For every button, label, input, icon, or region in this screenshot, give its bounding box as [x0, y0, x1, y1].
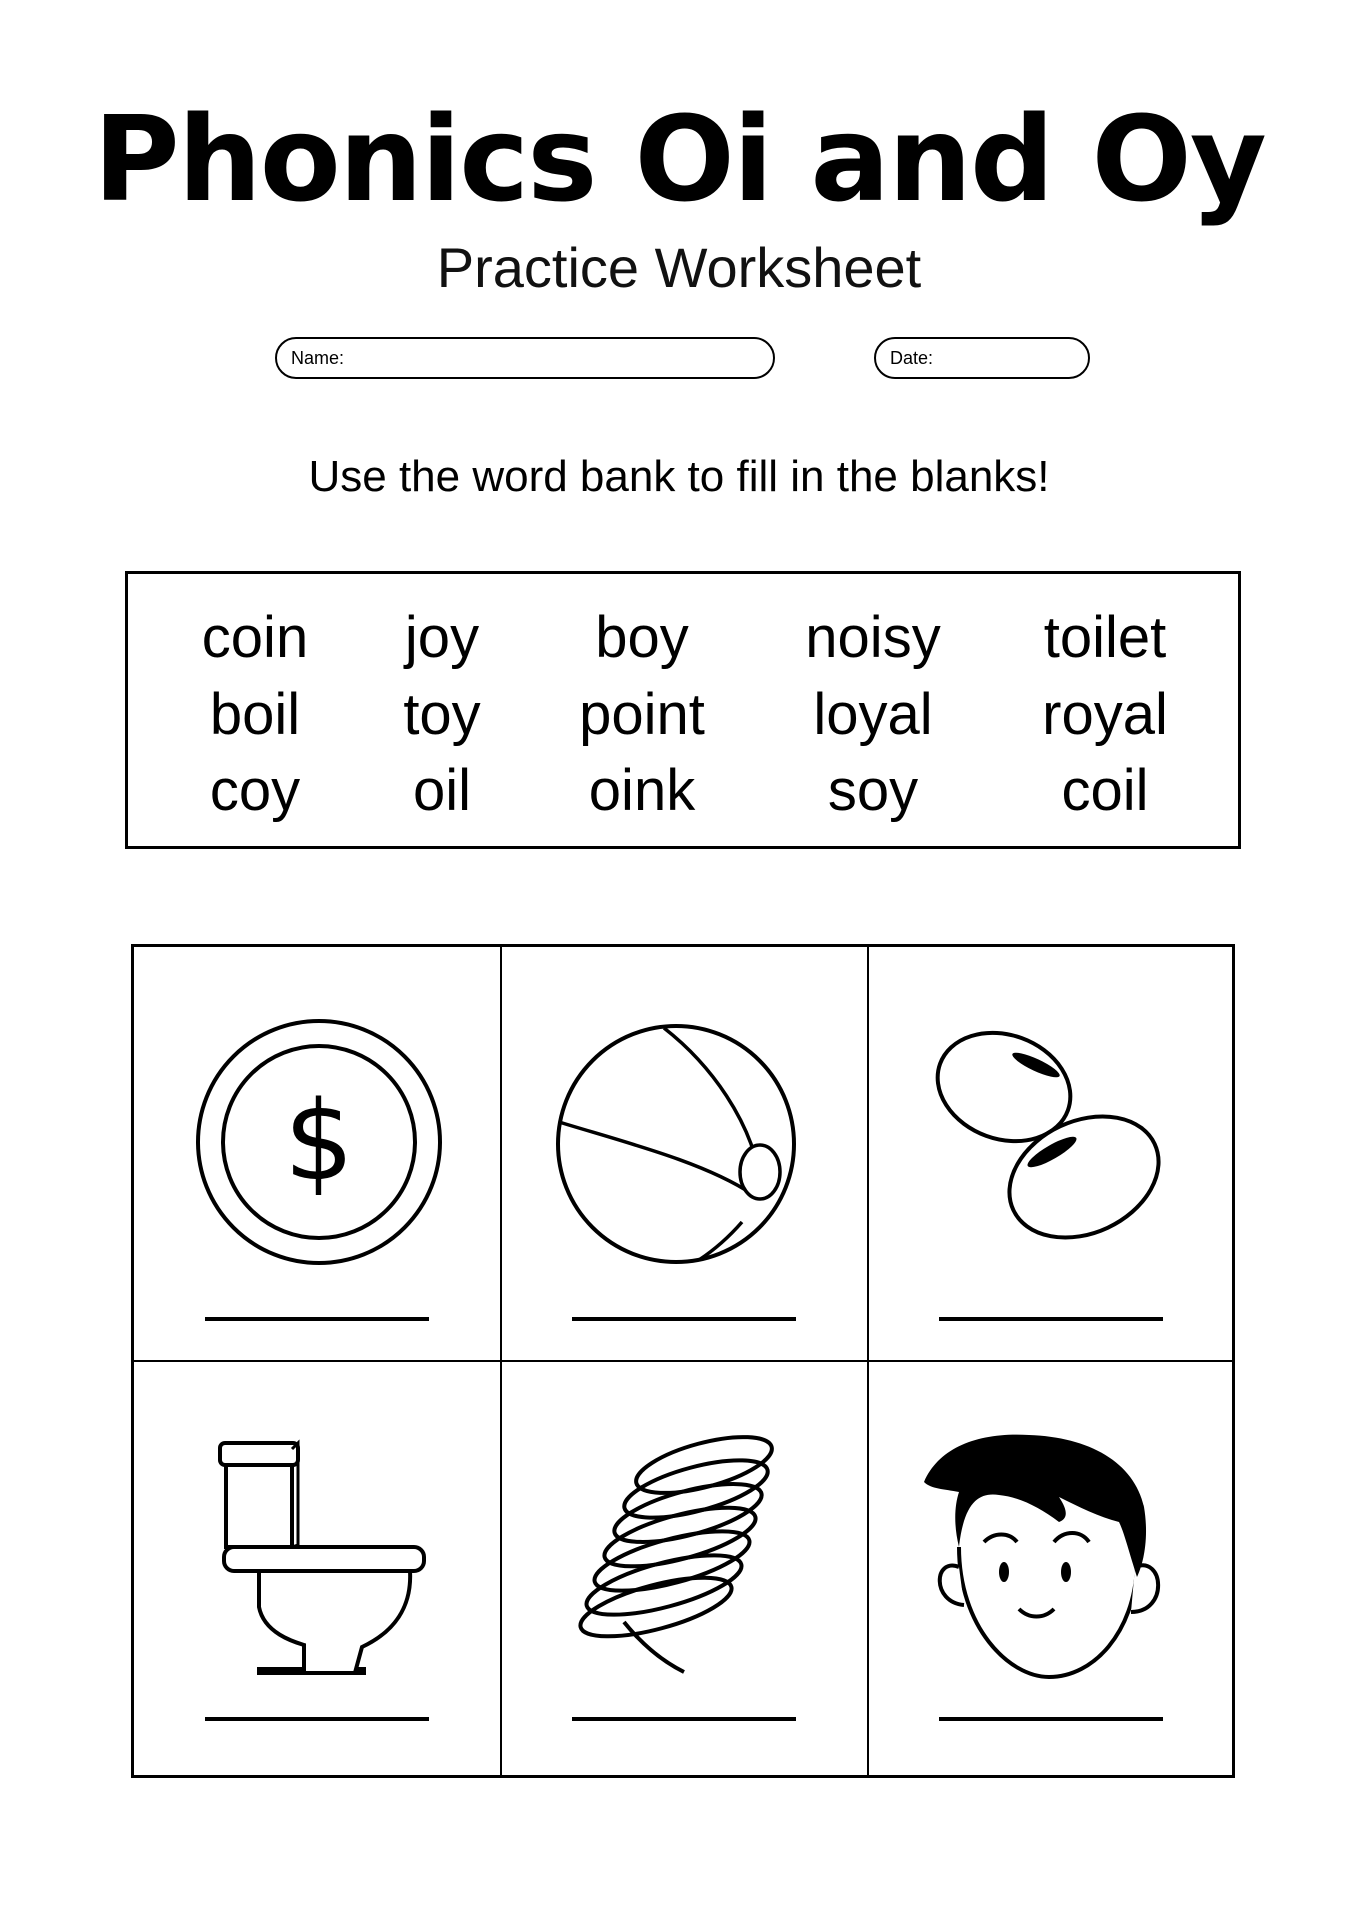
instruction-text: Use the word bank to fill in the blanks! — [308, 452, 1050, 501]
word-bank-word: soy — [827, 758, 919, 823]
answer-blank[interactable] — [572, 1317, 796, 1321]
date-field[interactable] — [874, 337, 1090, 379]
word-bank-word: coy — [209, 758, 301, 823]
word-bank-word: toilet — [1043, 605, 1167, 670]
toilet-icon — [214, 1437, 434, 1682]
date-label: Date: — [890, 348, 934, 368]
answer-blank[interactable] — [939, 1317, 1163, 1321]
ball-icon — [554, 1022, 804, 1277]
answer-blank[interactable] — [205, 1317, 429, 1321]
word-bank-word: boil — [209, 682, 301, 747]
page-title: Phonics Oi and Oy — [93, 90, 1265, 228]
name-label: Name: — [291, 348, 345, 368]
soy-beans-icon — [934, 1027, 1174, 1262]
word-bank-word: oink — [588, 758, 696, 823]
boy-face-icon — [919, 1427, 1169, 1692]
word-bank-word: royal — [1042, 682, 1168, 747]
word-bank-word: oil — [412, 758, 472, 823]
word-bank — [125, 571, 1241, 849]
word-bank-word: coin — [201, 605, 309, 670]
word-bank-word: toy — [403, 682, 481, 747]
word-bank-word: joy — [404, 605, 480, 670]
picture-grid — [131, 944, 1235, 1778]
word-bank-word: point — [579, 682, 705, 747]
page-subtitle: Practice Worksheet — [436, 236, 922, 299]
coil-spring-icon — [574, 1427, 794, 1682]
grid-divider — [134, 1360, 1232, 1362]
answer-blank[interactable] — [572, 1717, 796, 1721]
answer-blank[interactable] — [939, 1717, 1163, 1721]
word-bank-word: boy — [595, 605, 689, 670]
coin-icon — [194, 1017, 444, 1272]
name-field[interactable] — [275, 337, 775, 379]
word-bank-word: noisy — [805, 605, 941, 670]
answer-blank[interactable] — [205, 1717, 429, 1721]
svg-text:$: $ — [284, 1077, 354, 1205]
word-bank-word: coil — [1061, 758, 1149, 823]
word-bank-word: loyal — [813, 682, 933, 747]
